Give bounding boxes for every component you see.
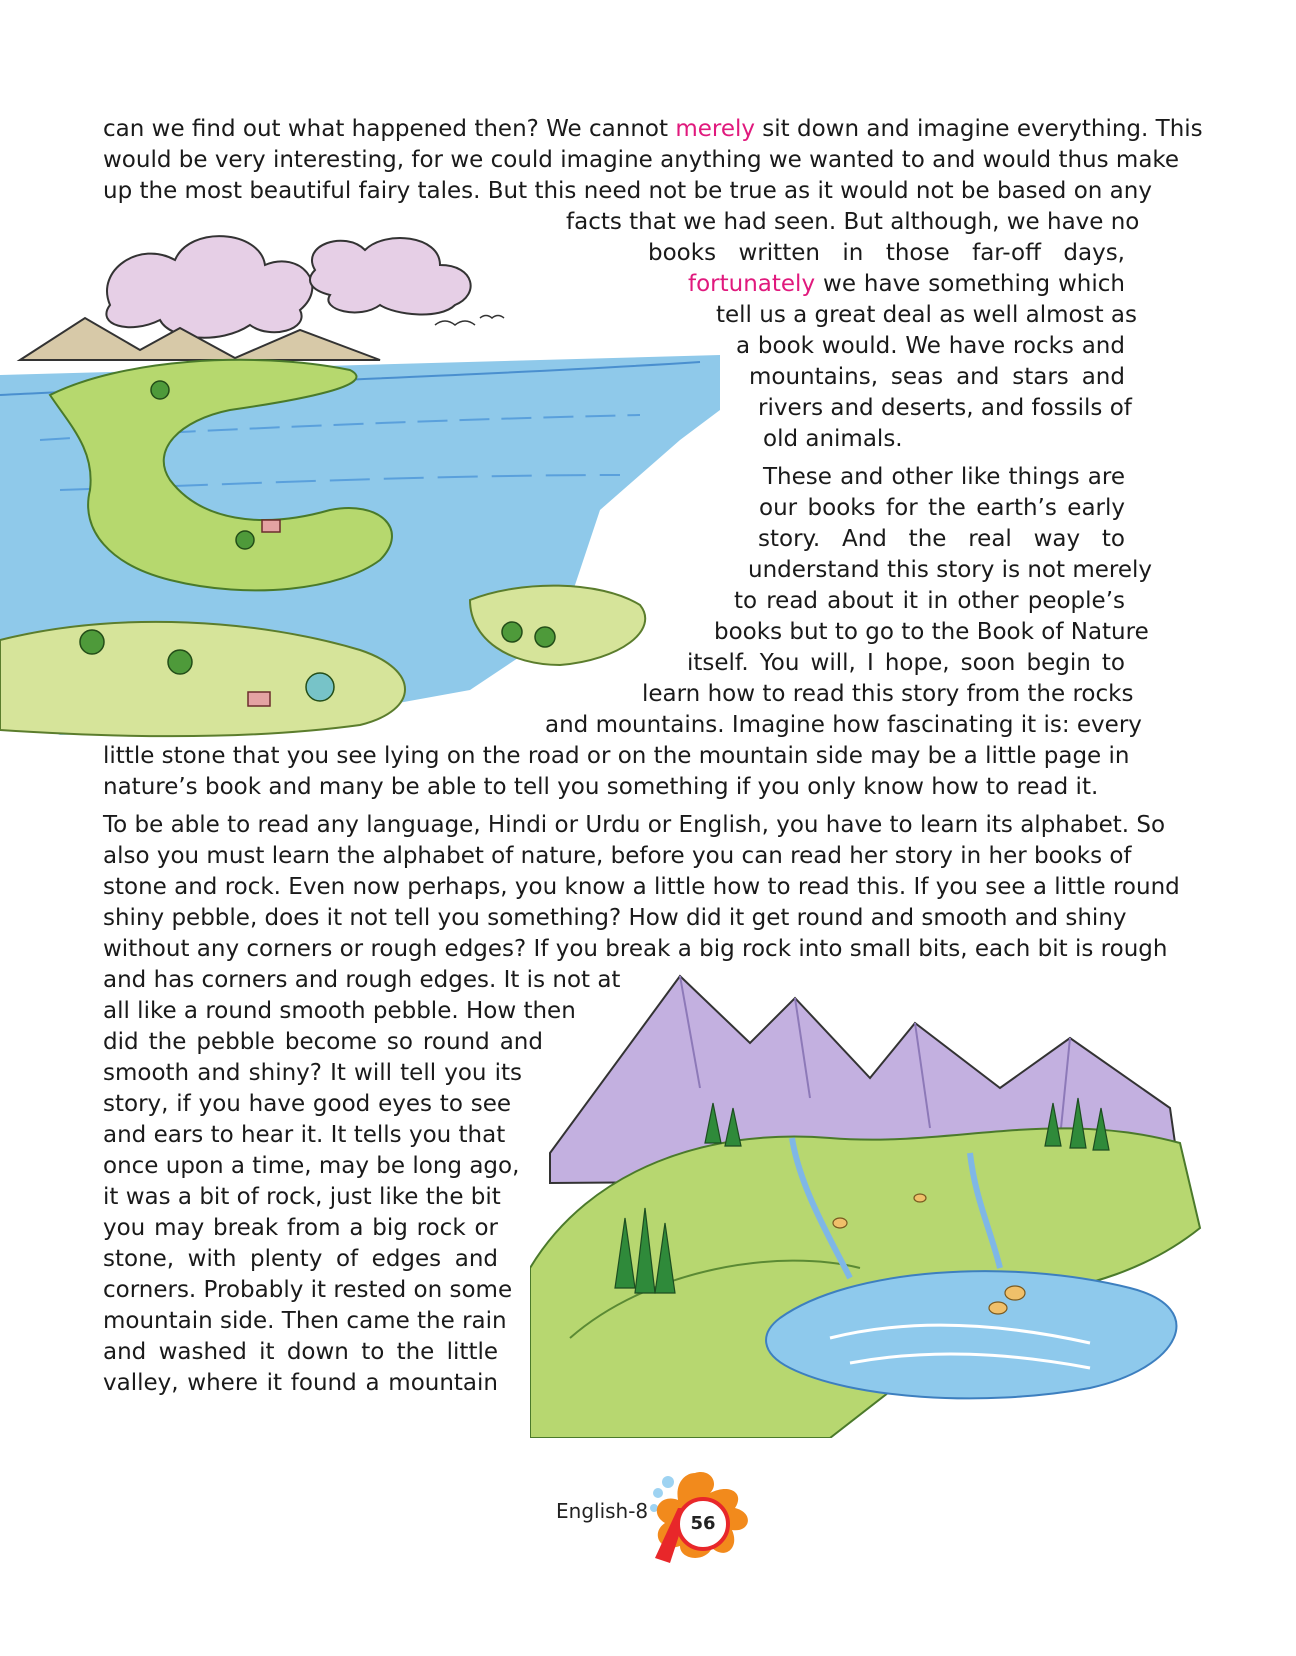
book-label: English-8 [556,1499,649,1523]
text-line: fortunately we have something which [688,271,1125,297]
text-line: story. And the real way to [758,526,1125,552]
text-line: and has corners and rough edges. It is not at [103,967,621,993]
text-line: understand this story is not merely [748,557,1152,583]
text-line: corners. Probably it rested on some [103,1277,513,1303]
page-number-badge: 56 [676,1497,730,1551]
text-line: old animals. [763,426,903,452]
highlighted-word: fortunately [688,271,816,297]
text-line: rivers and deserts, and fossils of [758,395,1132,421]
text-line: books but to go to the Book of Nature [714,619,1149,645]
text-line: itself. You will, I hope, soon begin to [687,650,1125,676]
text-line: and mountains. Imagine how fascinating it is: every [545,712,1142,738]
text-line: and washed it down to the little [103,1339,498,1365]
text-line: shiny pebble, does it not tell you something? How did it get round and smooth and shiny [103,905,1127,931]
text-line: without any corners or rough edges? If you break a big rock into small bits, each bit is rough [103,936,1168,962]
text-line: a book would. We have rocks and [736,333,1125,359]
text-line: would be very interesting, for we could imagine anything we wanted to and would thus make [103,147,1180,173]
text-line: story, if you have good eyes to see [103,1091,511,1117]
text-line: smooth and shiny? It will tell you its [103,1060,522,1086]
text-line: stone and rock. Even now perhaps, you know a little how to read this. If you see a little round [103,874,1180,900]
text-line: our books for the earth’s early [759,495,1125,521]
text-line: To be able to read any language, Hindi or Urdu or English, you have to learn its alphabet. So [103,812,1166,838]
text-line: books written in those far-off days, [648,240,1125,266]
text-line: These and other like things are [763,464,1125,490]
text-line: also you must learn the alphabet of nature, before you can read her story in her books of [103,843,1132,869]
text-line: little stone that you see lying on the road or on the mountain side may be a little page in [103,743,1130,769]
text-line: stone, with plenty of edges and [103,1246,498,1272]
text-line: it was a bit of rock, just like the bit [103,1184,501,1210]
text-line: once upon a time, may be long ago, [103,1153,520,1179]
coastline-illustration [0,210,740,740]
text-line: tell us a great deal as well almost as [716,302,1137,328]
text-line: up the most beautiful fairy tales. But this need not be true as it would not be based on any [103,178,1152,204]
text-line: valley, where it found a mountain [103,1370,498,1396]
text-line: mountain side. Then came the rain [103,1308,507,1334]
text-line: can we find out what happened then? We cannot merely sit down and imagine everything. This [103,116,1203,142]
text-line: facts that we had seen. But although, we have no [566,209,1140,235]
text-line: learn how to read this story from the rocks [642,681,1134,707]
text-line: mountains, seas and stars and [749,364,1125,390]
text-line: you may break from a big rock or [103,1215,498,1241]
cloud-icon [106,236,470,338]
mountain-stream-illustration [530,968,1230,1438]
text-line: and ears to hear it. It tells you that [103,1122,506,1148]
highlighted-word: merely [675,116,755,142]
text-line: to read about it in other people’s [734,588,1125,614]
text-line: did the pebble become so round and [103,1029,543,1055]
text-line: nature’s book and many be able to tell you something if you only know how to read it. [103,774,1099,800]
text-line: all like a round smooth pebble. How then [103,998,576,1024]
